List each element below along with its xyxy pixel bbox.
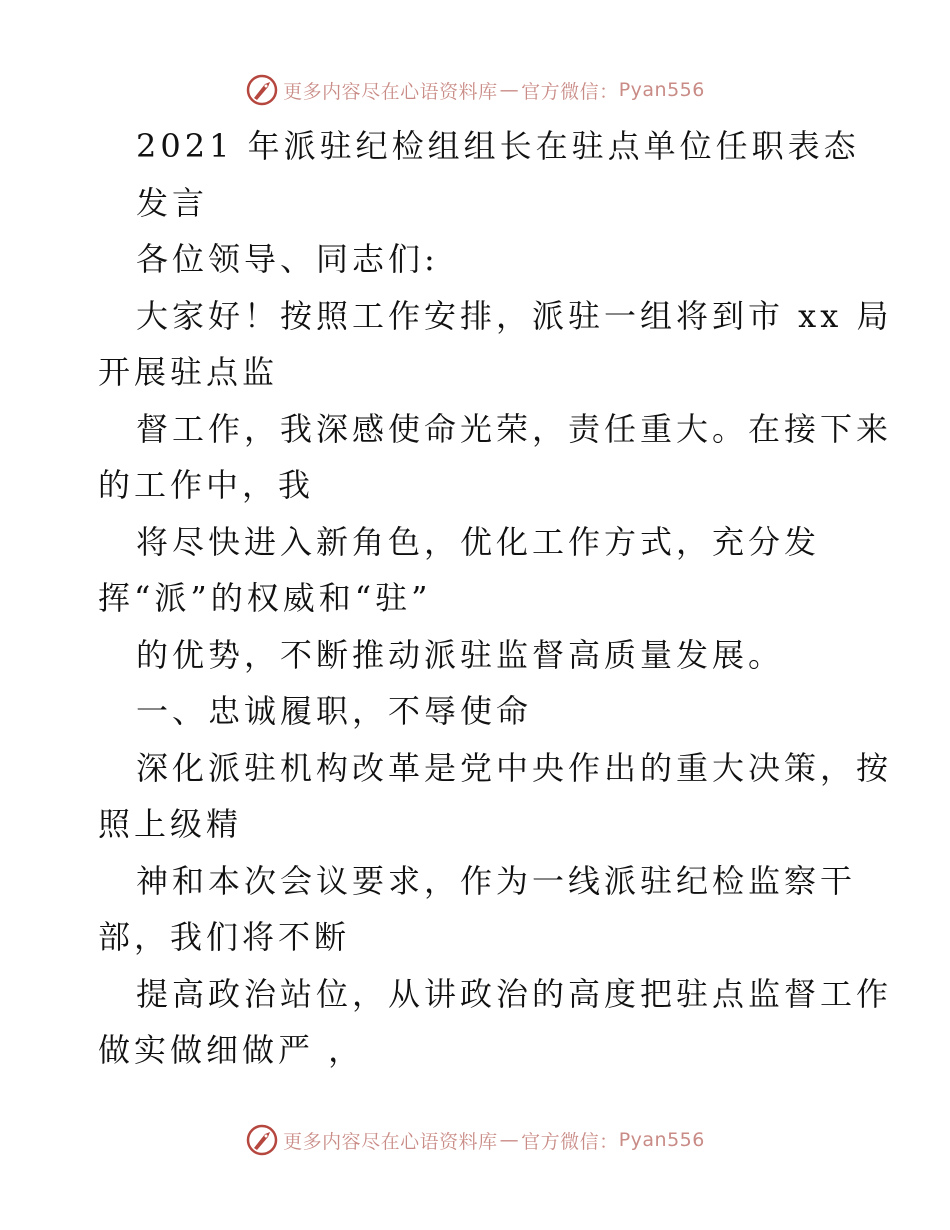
paragraph-line: 开展驻点监 [98, 353, 279, 391]
document-title-line-1: 2021 年派驻纪检组组长在驻点单位任职表态 [136, 127, 860, 165]
watermark-separator: — [499, 79, 520, 101]
paragraph-line: 将尽快进入新角色，优化工作方式，充分发 [136, 522, 821, 561]
watermark-text: 更多内容尽在心语资料库 [283, 1130, 498, 1153]
watermark-code: Pyan556 [618, 79, 705, 101]
salutation: 各位领导、同志们: [136, 240, 439, 278]
paragraph-line: 照上级精 [98, 805, 243, 843]
paragraph-line: 神和本次会议要求，作为一线派驻纪检监察干 [136, 861, 857, 900]
paragraph-line: 的工作中，我 [98, 466, 315, 504]
watermark-label: 官方微信： [521, 1130, 619, 1153]
paragraph-line: 大家好！按照工作安排，派驻一组将到市 xx 局 [136, 296, 893, 335]
watermark-header [0, 70, 950, 110]
watermark-text: 更多内容尽在心语资料库 [283, 80, 498, 103]
document-body [98, 118, 893, 1079]
watermark-label: 官方微信： [521, 80, 619, 103]
watermark-separator: — [499, 1129, 520, 1151]
paragraph-line: 部，我们将不断 [98, 918, 351, 956]
paragraph-line: 的优势，不断推动派驻监督高质量发展。 [136, 635, 785, 674]
document-title-line-2: 发言 [136, 183, 209, 222]
paragraph-line: 做实做细做严 ， [98, 1031, 365, 1069]
paragraph-line: 提高政治站位，从讲政治的高度把驻点监督工作 [136, 974, 893, 1013]
watermark-footer [0, 1120, 950, 1160]
paragraph-line: 挥“派”的权威和“驻” [98, 579, 432, 617]
pen-nib-circle-icon [245, 73, 279, 107]
pen-nib-circle-icon [245, 1123, 279, 1157]
watermark-code: Pyan556 [618, 1129, 705, 1151]
paragraph-line: 督工作，我深感使命光荣，责任重大。在接下来 [136, 409, 893, 448]
paragraph-line: 深化派驻机构改革是党中央作出的重大决策，按 [136, 748, 893, 787]
section-heading: 一、忠诚履职，不辱使命 [136, 692, 533, 730]
